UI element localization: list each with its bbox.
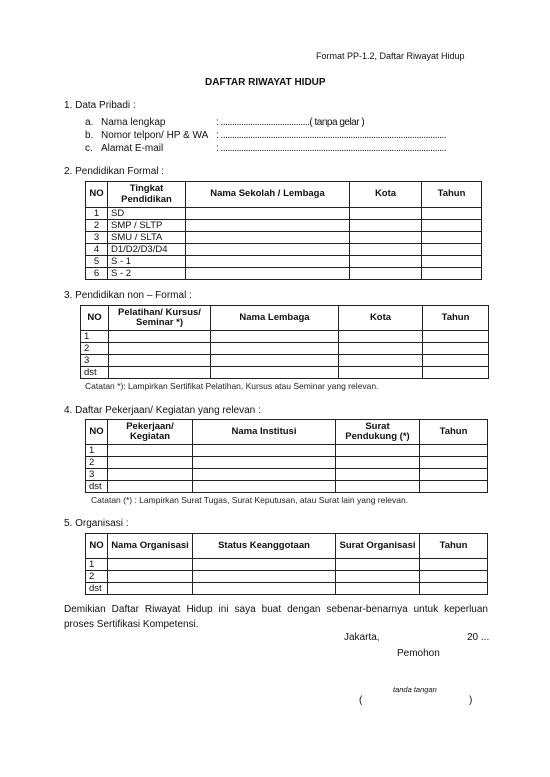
- cell-letter[interactable]: [336, 445, 420, 457]
- personal-letter-a: a.: [85, 117, 94, 128]
- cell-year[interactable]: [420, 469, 488, 481]
- row-number: 2: [86, 220, 108, 232]
- signing-city: Jakarta,: [344, 632, 380, 643]
- cell-letter[interactable]: [336, 559, 420, 571]
- row-number: 6: [86, 268, 108, 280]
- section-4-heading: 4. Daftar Pekerjaan/ Kegiatan yang relevan :: [64, 405, 261, 416]
- table-header-row: [86, 534, 488, 559]
- row-number: 2: [86, 571, 108, 583]
- cell-year[interactable]: [420, 571, 488, 583]
- header-organization: Nama Organisasi: [108, 534, 193, 559]
- cell-city[interactable]: [339, 355, 423, 367]
- table-header-row: [86, 420, 488, 445]
- header-supporting-letter: Surat Pendukung (*): [336, 420, 420, 445]
- cell-status[interactable]: [193, 583, 336, 595]
- table-header-row: [81, 306, 489, 331]
- education-level: S - 1: [108, 256, 186, 268]
- work-experience-table: [85, 419, 488, 493]
- header-level: Tingkat Pendidikan: [108, 182, 186, 208]
- cell-institution[interactable]: [211, 355, 339, 367]
- cell-city[interactable]: [339, 343, 423, 355]
- cell-status[interactable]: [193, 559, 336, 571]
- applicant-name-field[interactable]: [366, 696, 466, 708]
- formal-education-table: [85, 181, 482, 280]
- cell-organization[interactable]: [108, 559, 193, 571]
- section-3-note: Catatan *): Lampirkan Sertifikat Pelatihan, Kursus atau Seminar yang relevan.: [85, 381, 379, 391]
- table-header-row: [86, 182, 482, 208]
- cell-letter[interactable]: [336, 583, 420, 595]
- education-level: SMU / SLTA: [108, 232, 186, 244]
- cell-school[interactable]: [186, 232, 350, 244]
- personal-label-name: Nama lengkap: [101, 117, 166, 128]
- applicant-label: Pemohon: [397, 648, 440, 659]
- section-5-heading: 5. Organisasi :: [64, 518, 129, 529]
- table-row: [86, 268, 482, 280]
- header-training: Pelatihan/ Kursus/ Seminar *): [109, 306, 211, 331]
- cell-job[interactable]: [108, 457, 193, 469]
- header-no: NO: [86, 182, 108, 208]
- row-number: 2: [86, 457, 108, 469]
- cell-training[interactable]: [109, 331, 211, 343]
- header-year: Tahun: [423, 306, 489, 331]
- header-job: Pekerjaan/ Kegiatan: [108, 420, 193, 445]
- cell-year[interactable]: [423, 355, 489, 367]
- cell-city[interactable]: [350, 220, 422, 232]
- cell-letter[interactable]: [336, 469, 420, 481]
- cell-letter[interactable]: [336, 481, 420, 493]
- cell-institution[interactable]: [211, 343, 339, 355]
- header-school: Nama Sekolah / Lembaga: [186, 182, 350, 208]
- row-number: 1: [81, 331, 109, 343]
- cell-city[interactable]: [350, 232, 422, 244]
- table-row: [86, 559, 488, 571]
- cell-year[interactable]: [422, 256, 482, 268]
- row-number: 2: [81, 343, 109, 355]
- section-1-heading: 1. Data Pribadi :: [64, 100, 136, 111]
- education-level: D1/D2/D3/D4: [108, 244, 186, 256]
- cell-city[interactable]: [350, 268, 422, 280]
- cell-year[interactable]: [420, 481, 488, 493]
- personal-label-phone: Nomor telpon/ HP & WA: [101, 130, 209, 141]
- personal-value-name[interactable]: : .......................................( tanpa gelar ): [216, 117, 365, 128]
- cell-city[interactable]: [350, 244, 422, 256]
- table-row: [86, 469, 488, 481]
- nonformal-education-table: [80, 305, 489, 379]
- table-row: [86, 220, 482, 232]
- form-reference: Format PP-1.2, Daftar Riwayat Hidup: [316, 51, 465, 61]
- cell-year[interactable]: [420, 559, 488, 571]
- personal-letter-c: c.: [85, 143, 93, 154]
- cell-year[interactable]: [420, 457, 488, 469]
- cell-institution[interactable]: [193, 469, 336, 481]
- cell-institution[interactable]: [211, 331, 339, 343]
- signature-hint: tanda tangan: [393, 685, 437, 694]
- cell-institution[interactable]: [193, 457, 336, 469]
- cell-status[interactable]: [193, 571, 336, 583]
- cell-organization[interactable]: [108, 583, 193, 595]
- cell-institution[interactable]: [211, 367, 339, 379]
- header-organization-letter: Surat Organisasi: [336, 534, 420, 559]
- cell-year[interactable]: [423, 331, 489, 343]
- cell-year[interactable]: [422, 208, 482, 220]
- cell-job[interactable]: [108, 445, 193, 457]
- signing-year[interactable]: 20 ...: [467, 632, 490, 643]
- row-number: dst: [86, 583, 108, 595]
- table-row: [86, 445, 488, 457]
- cell-city[interactable]: [350, 208, 422, 220]
- cell-year[interactable]: [422, 220, 482, 232]
- name-paren-open: (: [359, 695, 363, 706]
- table-row: [86, 583, 488, 595]
- header-year: Tahun: [420, 420, 488, 445]
- cell-training[interactable]: [109, 355, 211, 367]
- header-no: NO: [86, 420, 108, 445]
- personal-value-phone[interactable]: : ...................................................................................................: [216, 130, 447, 141]
- cell-year[interactable]: [420, 583, 488, 595]
- personal-letter-b: b.: [85, 130, 94, 141]
- cell-training[interactable]: [109, 343, 211, 355]
- row-number: 3: [81, 355, 109, 367]
- closing-statement: Demikian Daftar Riwayat Hidup ini saya buat dengan sebenar-benarnya untuk keperluan proses Sertifikasi Kompetensi.: [64, 604, 488, 630]
- row-number: 3: [86, 469, 108, 481]
- table-row: [81, 367, 489, 379]
- section-2-heading: 2. Pendidikan Formal :: [64, 166, 165, 177]
- table-row: [86, 232, 482, 244]
- row-number: 3: [86, 232, 108, 244]
- row-number: 4: [86, 244, 108, 256]
- cell-year[interactable]: [423, 343, 489, 355]
- table-row: [86, 571, 488, 583]
- cell-school[interactable]: [186, 208, 350, 220]
- cell-school[interactable]: [186, 268, 350, 280]
- education-level: S - 2: [108, 268, 186, 280]
- header-city: Kota: [350, 182, 422, 208]
- header-city: Kota: [339, 306, 423, 331]
- table-row: [81, 343, 489, 355]
- name-paren-close: ): [469, 695, 473, 706]
- cell-year[interactable]: [422, 268, 482, 280]
- cell-city[interactable]: [339, 367, 423, 379]
- organization-table: [85, 533, 488, 595]
- table-row: [86, 457, 488, 469]
- document-title: DAFTAR RIWAYAT HIDUP: [205, 77, 326, 88]
- cell-city[interactable]: [350, 256, 422, 268]
- cell-school[interactable]: [186, 244, 350, 256]
- header-membership-status: Status Keanggotaan: [193, 534, 336, 559]
- cell-year[interactable]: [422, 244, 482, 256]
- cell-job[interactable]: [108, 481, 193, 493]
- row-number: dst: [81, 367, 109, 379]
- section-4-note: Catatan (*) : Lampirkan Surat Tugas, Surat Keputusan, atau Surat lain yang relevan.: [91, 495, 409, 505]
- table-row: [86, 481, 488, 493]
- header-year: Tahun: [422, 182, 482, 208]
- row-number: dst: [86, 481, 108, 493]
- cell-letter[interactable]: [336, 571, 420, 583]
- personal-value-email[interactable]: : ...................................................................................................: [216, 143, 447, 154]
- table-row: [81, 355, 489, 367]
- header-institution: Nama Lembaga: [211, 306, 339, 331]
- row-number: 1: [86, 208, 108, 220]
- table-row: [86, 208, 482, 220]
- header-no: NO: [86, 534, 108, 559]
- cell-year[interactable]: [423, 367, 489, 379]
- cell-letter[interactable]: [336, 457, 420, 469]
- cell-job[interactable]: [108, 469, 193, 481]
- row-number: 1: [86, 559, 108, 571]
- cell-institution[interactable]: [193, 445, 336, 457]
- header-institution: Nama Institusi: [193, 420, 336, 445]
- education-level: SMP / SLTP: [108, 220, 186, 232]
- header-year: Tahun: [420, 534, 488, 559]
- cell-institution[interactable]: [193, 481, 336, 493]
- cell-year[interactable]: [422, 232, 482, 244]
- cell-city[interactable]: [339, 331, 423, 343]
- row-number: 5: [86, 256, 108, 268]
- row-number: 1: [86, 445, 108, 457]
- personal-label-email: Alamat E-mail: [101, 143, 164, 154]
- cell-training[interactable]: [109, 367, 211, 379]
- education-level: SD: [108, 208, 186, 220]
- table-row: [86, 244, 482, 256]
- cell-organization[interactable]: [108, 571, 193, 583]
- section-3-heading: 3. Pendidikan non – Formal :: [64, 290, 192, 301]
- cell-year[interactable]: [420, 445, 488, 457]
- cell-school[interactable]: [186, 256, 350, 268]
- table-row: [86, 256, 482, 268]
- cell-school[interactable]: [186, 220, 350, 232]
- table-row: [81, 331, 489, 343]
- header-no: NO: [81, 306, 109, 331]
